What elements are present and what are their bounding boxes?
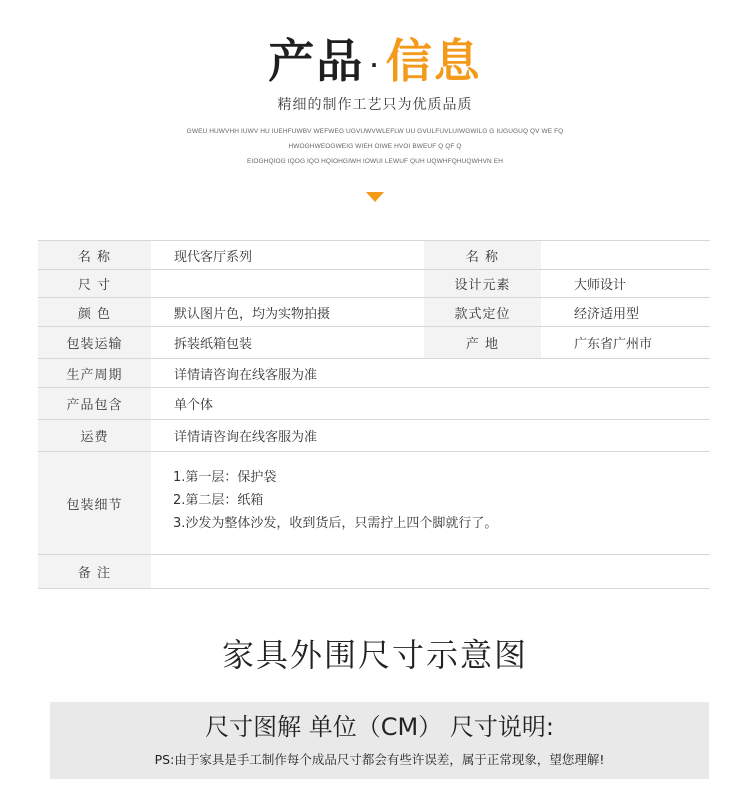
- title-part-1: 产品: [268, 34, 365, 88]
- title-dot: ·: [370, 52, 380, 77]
- detail-line: 2.第二层：纸箱: [173, 493, 264, 508]
- decorative-text-line-3: EIOGHQIOG IQOG IQO HQIOHGIWH IOWUI LEWUF QUH UQWHFQHUQWHVN EH: [247, 158, 503, 165]
- table-row: [38, 420, 710, 452]
- title-part-2: 信息: [385, 34, 482, 88]
- packaging-details: [151, 452, 710, 554]
- arrow-down-icon: [366, 192, 384, 202]
- row-value: 详情请咨询在线客服为准: [174, 430, 318, 445]
- row-label: 产品包含: [38, 388, 151, 419]
- row-value: 详情请咨询在线客服为准: [174, 367, 318, 383]
- row-label: 生产周期: [38, 359, 151, 387]
- page-title: [0, 28, 750, 98]
- row-value: 现代客厅系列: [174, 249, 253, 265]
- row-value: 单个体: [174, 398, 214, 413]
- row-value-secondary: 广东省广州市: [574, 337, 653, 352]
- row-label: 运费: [38, 420, 151, 451]
- row-value: [151, 270, 424, 297]
- table-row: [38, 298, 710, 327]
- row-value-secondary: 经济适用型: [574, 306, 640, 322]
- section-heading: 家具外围尺寸示意图: [221, 636, 528, 674]
- table-row: [38, 270, 710, 298]
- table-row: [38, 359, 710, 388]
- row-label-secondary: 名 称: [424, 241, 541, 269]
- detail-line: 3.沙发为整体沙发，收到货后，只需拧上四个脚就行了。: [173, 516, 498, 531]
- table-row: [38, 240, 710, 270]
- dimension-banner-note: PS:由于家具是手工制作每个成品尺寸都会有些许误差，属于正常现象，望您理解!: [154, 752, 605, 767]
- row-label: 包装运输: [38, 327, 151, 358]
- detail-line: 1.第一层：保护袋: [173, 470, 277, 485]
- row-label: 备 注: [38, 555, 151, 588]
- row-value-secondary: 大师设计: [574, 278, 627, 293]
- table-row: [38, 327, 710, 359]
- row-value: 默认图片色，均为实物拍摄: [174, 306, 331, 322]
- page-subtitle: 精细的制作工艺只为优质品质: [277, 97, 473, 113]
- dimension-banner-title: 尺寸图解 单位（CM） 尺寸说明:: [205, 713, 554, 741]
- dimension-banner: [50, 702, 709, 779]
- row-label: 包装细节: [38, 452, 151, 554]
- row-label-secondary: 设计元素: [424, 270, 541, 297]
- row-label: 尺 寸: [38, 270, 151, 297]
- row-label: 颜 色: [38, 298, 151, 326]
- product-info-table: [38, 240, 710, 589]
- row-label-secondary: 产 地: [424, 327, 541, 358]
- row-value-secondary: [541, 241, 710, 269]
- table-row: [38, 388, 710, 420]
- row-value: [151, 555, 710, 588]
- row-label-secondary: 款式定位: [424, 298, 541, 326]
- table-row: [38, 452, 710, 555]
- row-value: 拆装纸箱包装: [174, 337, 253, 352]
- row-label: 名 称: [38, 241, 151, 269]
- decorative-text-line-1: GWEU HUWVHH IUWV HU IUEHFUWBV WEFWEG UGVUWVWLEFLW UU GVULFUVLUIWGWILG G IUGUGUQ QV WE FQ: [186, 128, 564, 135]
- decorative-text-line-2: HWOGHWEOGWEIG WIEH OIWE HVOI BWEUF Q QF Q: [288, 143, 462, 150]
- table-row: [38, 555, 710, 589]
